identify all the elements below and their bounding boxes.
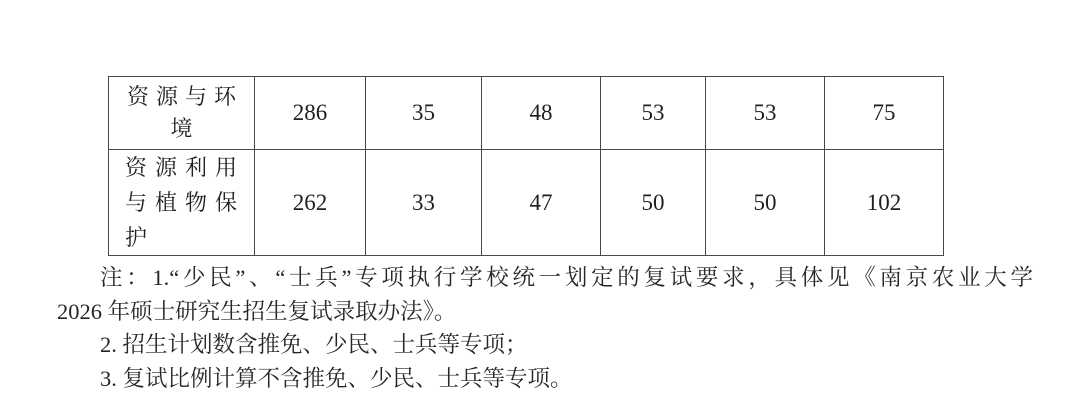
note-line-1: 注：1.“少民”、“士兵”专项执行学校统一划定的复试要求，具体见《南京农业大学	[100, 265, 1033, 290]
score-cell: 262	[255, 150, 366, 256]
score-cell: 33	[366, 150, 482, 256]
major-name-line: 护	[125, 225, 156, 250]
score-cell: 75	[825, 77, 944, 150]
major-name-line: 资源利用	[125, 155, 246, 180]
note-line-3: 2. 招生计划数含推免、少民、士兵等专项；	[100, 332, 528, 357]
score-cell: 50	[706, 150, 825, 256]
major-name-line: 境	[170, 116, 200, 141]
major-name-line: 资源与环	[126, 84, 243, 109]
admission-score-table	[108, 76, 944, 256]
score-cell: 102	[825, 150, 944, 256]
score-cell: 50	[601, 150, 706, 256]
score-cell: 48	[482, 77, 601, 150]
note-line-2: 2026 年硕士研究生招生复试录取办法》。	[57, 298, 457, 324]
table-row-zylyzwbh	[109, 150, 944, 256]
major-name-cell	[109, 77, 255, 150]
score-cell: 53	[601, 77, 706, 150]
score-cell: 286	[255, 77, 366, 150]
score-cell: 47	[482, 150, 601, 256]
score-cell: 53	[706, 77, 825, 150]
major-name-cell	[109, 150, 255, 256]
table-row-zyyhj	[109, 77, 944, 150]
score-cell: 35	[366, 77, 482, 150]
note-line-4: 3. 复试比例计算不含推免、少民、士兵等专项。	[100, 365, 573, 391]
notes-section	[57, 261, 1033, 395]
major-name-line: 与植物保	[125, 190, 246, 215]
